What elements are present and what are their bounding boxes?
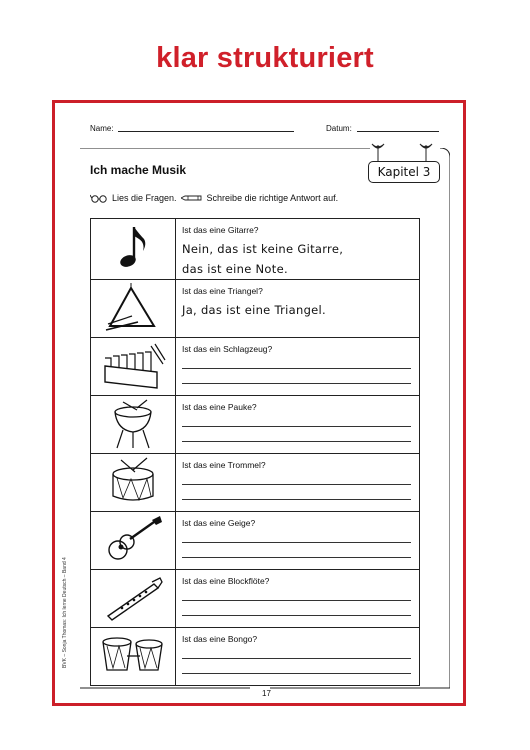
- question-text: Ist das ein Schlagzeug?: [182, 344, 273, 354]
- answer-text: Nein, das ist keine Gitarre,: [182, 242, 344, 256]
- date-line[interactable]: [357, 131, 439, 132]
- table-row: [91, 396, 420, 454]
- kettle-drum-icon: [103, 396, 163, 452]
- question-text: Ist das eine Gitarre?: [182, 225, 259, 235]
- glasses-icon: [90, 194, 108, 203]
- table-row: [91, 280, 420, 338]
- pencil-icon: [181, 195, 203, 201]
- question-table: [90, 218, 420, 686]
- chapter-badge: Kapitel 3: [368, 161, 440, 183]
- instruction-write: Schreibe die richtige Antwort auf.: [206, 193, 339, 203]
- write-line[interactable]: [182, 484, 411, 485]
- answer-cell: [176, 396, 420, 454]
- write-line[interactable]: [182, 658, 411, 659]
- question-text: Ist das eine Triangel?: [182, 286, 263, 296]
- bongo-icon: [95, 628, 171, 684]
- write-line[interactable]: [182, 542, 411, 543]
- side-credit: BVK – Sonja Thomas: Ich lerne Deutsch – Band 4: [62, 557, 68, 668]
- write-line[interactable]: [182, 441, 411, 442]
- question-text: Ist das eine Trommel?: [182, 460, 266, 470]
- name-label: Name:: [90, 124, 114, 133]
- write-line[interactable]: [182, 426, 411, 427]
- worksheet-title: Ich mache Musik: [90, 163, 187, 177]
- date-label: Datum:: [326, 124, 352, 133]
- answer-cell: [176, 570, 420, 628]
- table-row: [91, 512, 420, 570]
- guitar-icon: [100, 512, 166, 568]
- table-row: [91, 338, 420, 396]
- answer-cell: [176, 219, 420, 280]
- picture-cell: [91, 512, 176, 570]
- answer-cell: [176, 454, 420, 512]
- music-note-icon: [103, 219, 163, 273]
- name-line[interactable]: [118, 131, 294, 132]
- picture-cell: [91, 219, 176, 280]
- write-line[interactable]: [182, 383, 411, 384]
- recorder-flute-icon: [98, 570, 168, 626]
- write-line[interactable]: [182, 615, 411, 616]
- table-row: [91, 570, 420, 628]
- xylophone-icon: [97, 338, 169, 394]
- write-line[interactable]: [182, 557, 411, 558]
- picture-cell: [91, 338, 176, 396]
- question-text: Ist das eine Geige?: [182, 518, 256, 528]
- picture-cell: [91, 454, 176, 512]
- answer-text: Ja, das ist eine Triangel.: [182, 303, 327, 317]
- instruction: [90, 193, 338, 203]
- table-row: [91, 219, 420, 280]
- picture-cell: [91, 396, 176, 454]
- answer-text: das ist eine Note.: [182, 262, 288, 276]
- write-line[interactable]: [182, 600, 411, 601]
- picture-cell: [91, 570, 176, 628]
- answer-cell: [176, 512, 420, 570]
- write-line[interactable]: [182, 673, 411, 674]
- answer-cell: [176, 628, 420, 686]
- answer-cell: [176, 280, 420, 338]
- picture-cell: [91, 628, 176, 686]
- instruction-read: Lies die Fragen.: [112, 193, 177, 203]
- write-line[interactable]: [182, 368, 411, 369]
- headline: klar strukturiert: [156, 42, 374, 74]
- triangle-instrument-icon: [98, 280, 168, 336]
- answer-cell: [176, 338, 420, 396]
- table-row: [91, 628, 420, 686]
- page-number: 17: [258, 689, 275, 698]
- table-row: [91, 454, 420, 512]
- question-text: Ist das eine Pauke?: [182, 402, 257, 412]
- question-text: Ist das eine Bongo?: [182, 634, 258, 644]
- drum-icon: [103, 454, 163, 510]
- question-text: Ist das eine Blockflöte?: [182, 576, 270, 586]
- picture-cell: [91, 280, 176, 338]
- write-line[interactable]: [182, 499, 411, 500]
